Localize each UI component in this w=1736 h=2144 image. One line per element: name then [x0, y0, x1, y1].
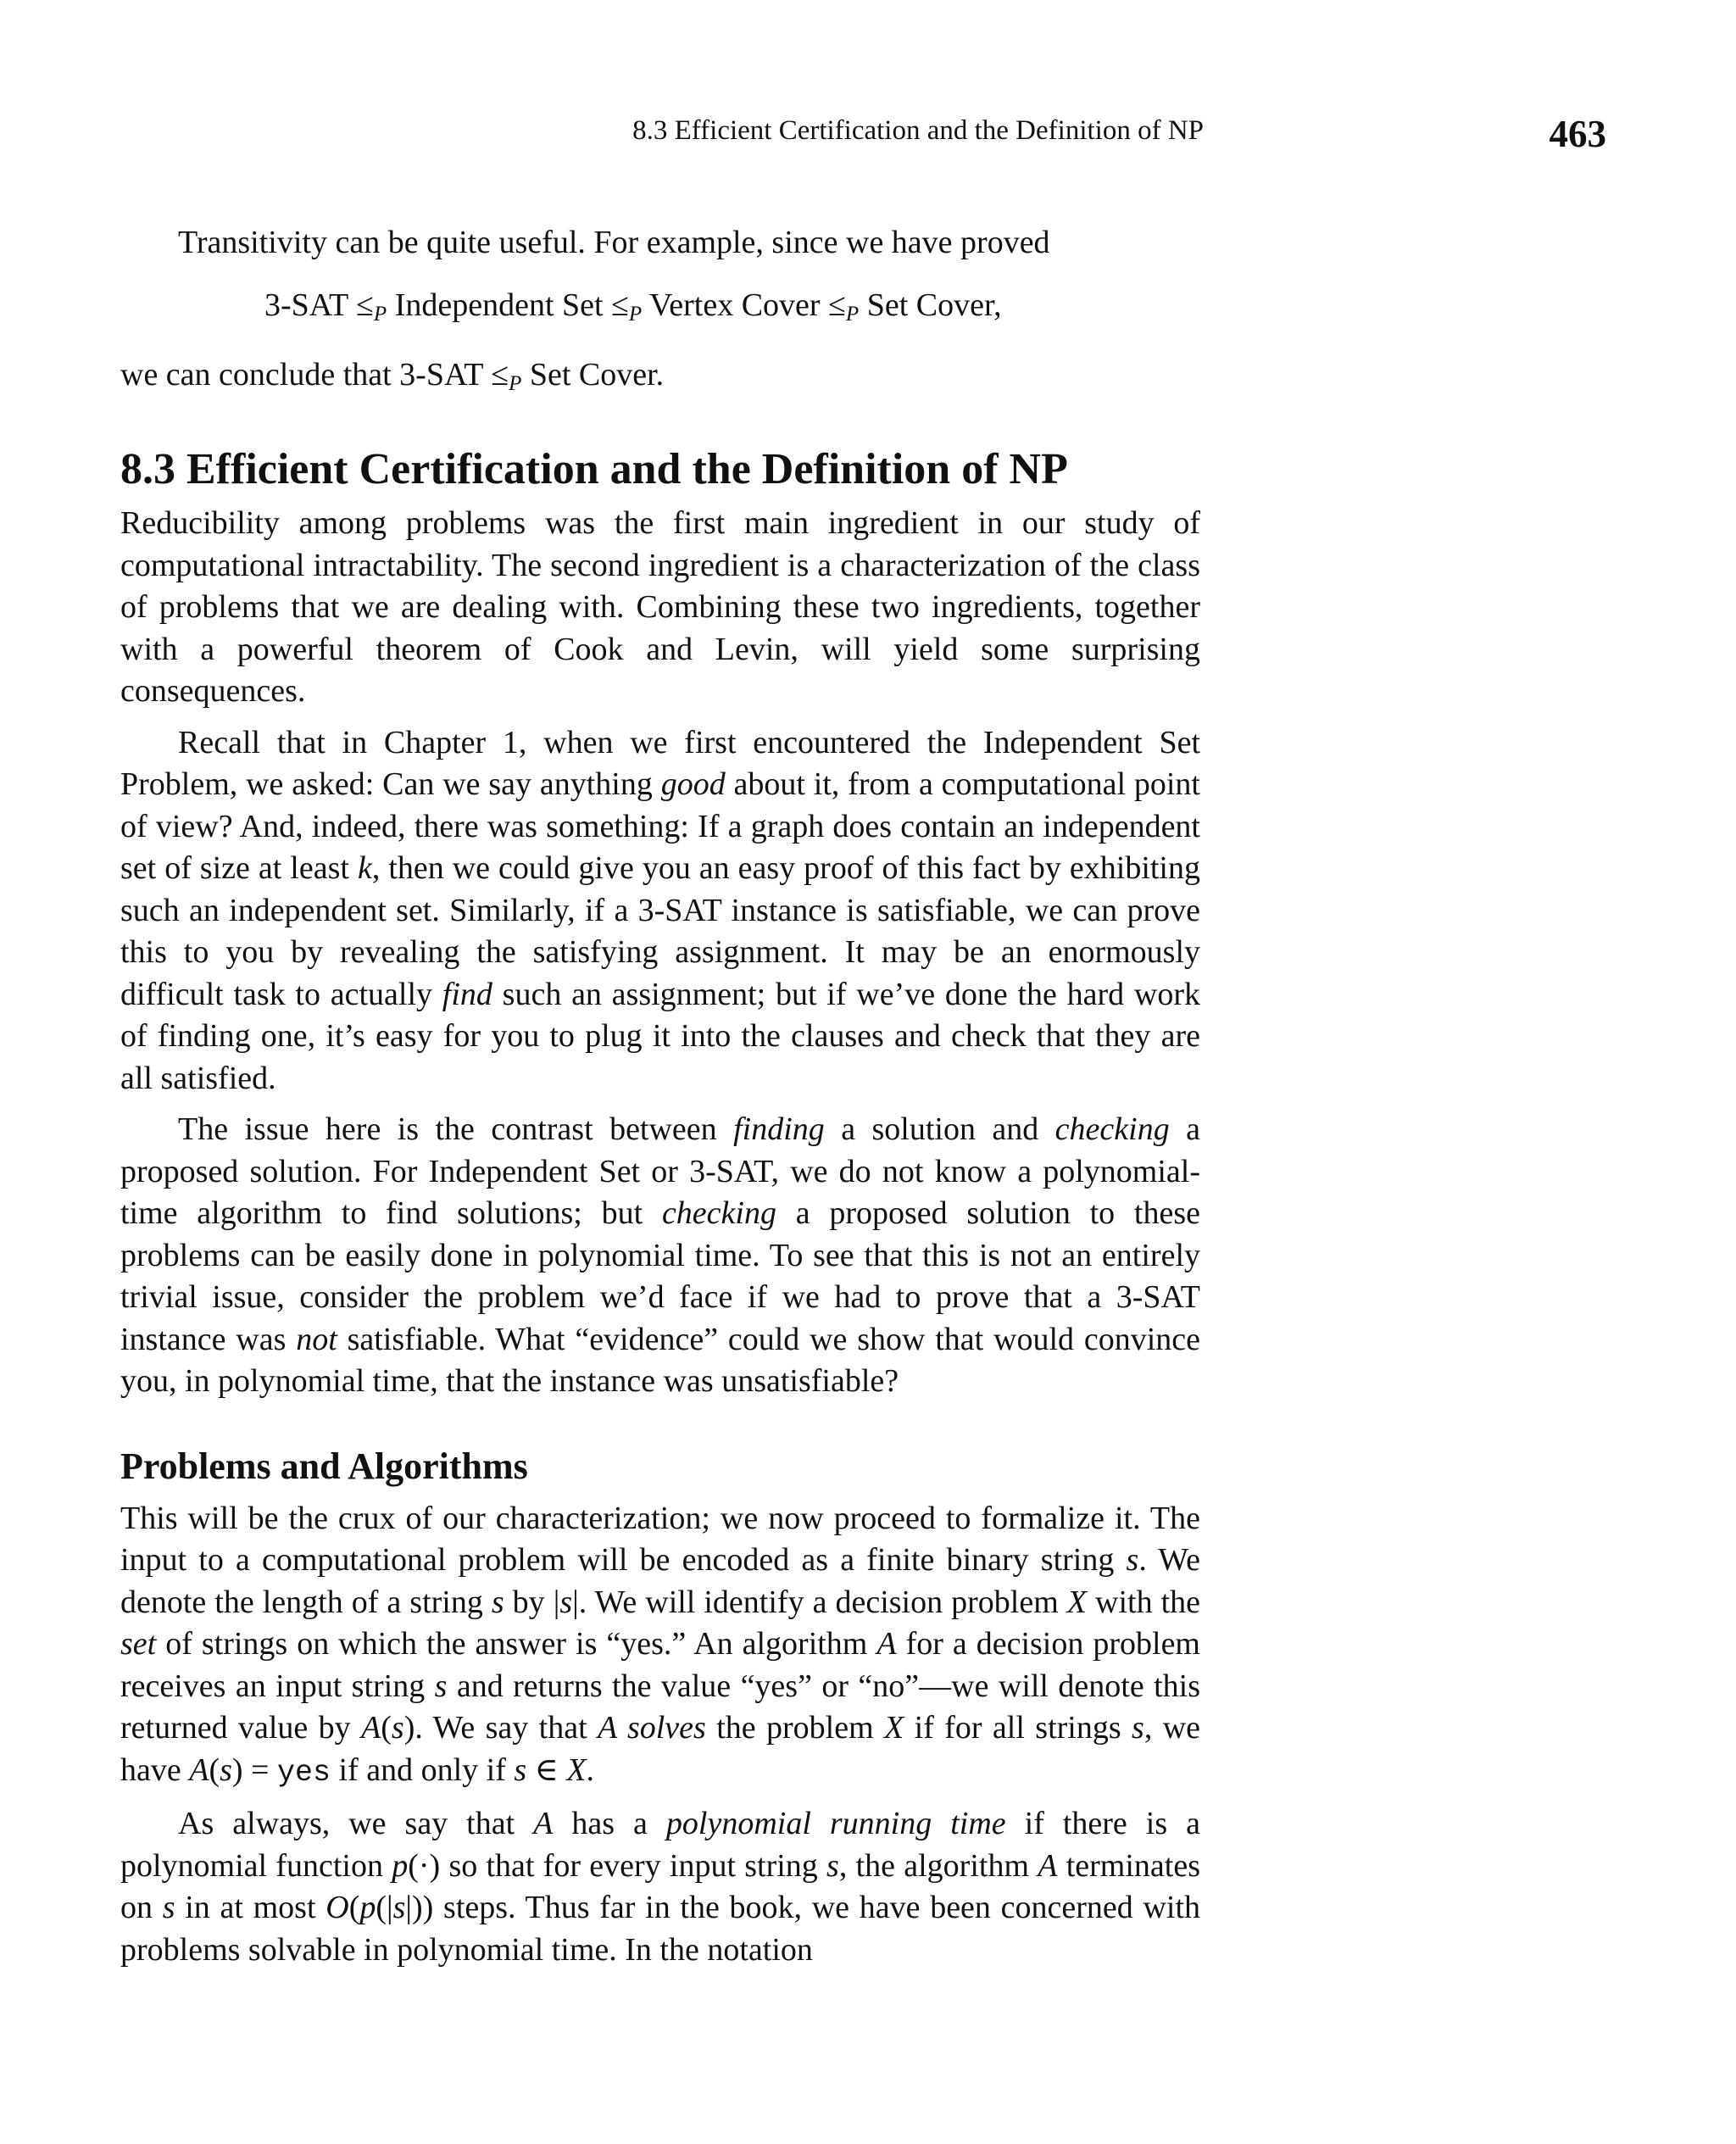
text: (: [209, 1751, 220, 1788]
math-var: s: [220, 1751, 232, 1788]
text: ∈: [526, 1751, 567, 1788]
chain-text: 3-SAT ≤: [264, 287, 374, 323]
text: satisfiable. What “evidence” could we show that would convince you, in polynomial time, that the instance was unsatisfiable?: [120, 1321, 1200, 1399]
subscript-p: P: [509, 371, 522, 395]
math-var: s: [434, 1668, 448, 1704]
emphasis: polynomial running time: [665, 1806, 1006, 1841]
text: ) =: [231, 1751, 277, 1788]
paragraph-reducibility: Reducibility among problems was the first main ingredient in our study of computational intractability. The second ingredient is a characterization of the class of problems that we are dealing with. Combining these two ingredients, together with a powerful theorem of Cook and Levin, will yield some surprising consequences.: [120, 505, 1200, 709]
text: terminates on: [120, 1847, 1200, 1925]
text: |. We will identify a decision problem: [572, 1584, 1067, 1620]
chain-text: Set Cover,: [859, 287, 1002, 323]
math-var: s: [491, 1584, 504, 1620]
chain-text: Vertex Cover ≤: [642, 287, 846, 323]
text: if and only if: [331, 1751, 515, 1788]
math-var: p: [359, 1890, 376, 1925]
text: a proposed solution to these problems can be easily done in polynomial time. To see that this is not an entirely trivial issue, consider the problem we’d face if we had to prove that a 3-SAT instance was: [120, 1195, 1200, 1357]
math-var: p: [392, 1847, 409, 1884]
math-var: O: [326, 1890, 349, 1925]
text: and returns the value “yes” or “no”—we will denote this returned value by: [120, 1668, 1200, 1746]
text: ). We say that: [403, 1710, 598, 1746]
text: if for all strings: [904, 1710, 1132, 1746]
subscript-p: P: [628, 302, 643, 326]
text: (·) so that for every input string: [408, 1847, 827, 1884]
math-var: X: [1066, 1584, 1087, 1620]
emphasis: find: [442, 976, 492, 1012]
text: , then we could give you an easy proof of this fact by exhibiting such an independent set. Similarly, if a 3-SAT instance is satisfiable, we can prove this to you by revealing the satisfying assignment. It may be an enormously difficult task to actually: [120, 850, 1200, 1012]
text: has a: [553, 1806, 666, 1841]
code-literal-yes: yes: [277, 1755, 331, 1790]
text: a solution and: [824, 1111, 1055, 1147]
text: for a decision problem receives an input string: [120, 1626, 1200, 1704]
math-var: A: [533, 1806, 554, 1841]
text: (: [348, 1890, 360, 1925]
text: if there is a polynomial function: [120, 1806, 1200, 1884]
text: we can conclude that 3-SAT ≤: [120, 356, 509, 393]
math-var: s: [391, 1710, 404, 1746]
text: The issue here is the contrast between: [178, 1111, 734, 1147]
text: about it, from a computational point of view? And, indeed, there was something: If a graph does contain an independent set of size at least: [120, 766, 1200, 886]
emphasis: good: [660, 766, 726, 802]
math-var: k: [357, 850, 372, 886]
text: Recall that in Chapter 1, when we first encountered the Independent Set Problem, we asked: Can we say anything: [120, 724, 1200, 802]
paragraph-crux: [120, 1498, 1200, 1795]
text: a proposed solution. For Independent Set or 3-SAT, we do not know a polynomial-time algorithm to find solutions; but: [120, 1111, 1200, 1231]
text: (: [381, 1710, 392, 1746]
math-var: A: [1038, 1847, 1058, 1884]
section-heading: 8.3 Efficient Certification and the Definition of NP: [120, 445, 1068, 493]
math-var: A: [189, 1751, 209, 1788]
emphasis: checking: [1054, 1111, 1170, 1147]
text: such an assignment; but if we’ve done the hard work of finding one, it’s easy for you to plug it into the clauses and check that they are all satisfied.: [120, 976, 1200, 1096]
text: (|: [376, 1890, 393, 1925]
paragraph-recall: [120, 722, 1200, 1100]
text: of strings on which the answer is “yes.” An algorithm: [156, 1626, 877, 1662]
math-var: A: [598, 1710, 617, 1746]
paragraph-polynomial-time: [120, 1803, 1200, 1971]
text: by |: [504, 1584, 560, 1620]
math-var: X: [884, 1710, 904, 1746]
emphasis: finding: [733, 1111, 825, 1147]
emphasis: set: [120, 1626, 157, 1662]
conclusion-sentence: [120, 354, 1200, 405]
page-body: [120, 222, 1200, 1971]
text: As always, we say that: [178, 1806, 534, 1841]
math-var: X: [566, 1751, 587, 1788]
math-var: A: [361, 1710, 381, 1746]
math-var: s: [559, 1584, 573, 1620]
text: This will be the crux of our characterization; we now proceed to formalize it. The input to a computational problem will be encoded as a finite binary string: [120, 1500, 1200, 1578]
emphasis: checking: [661, 1195, 776, 1231]
intro-sentence: Transitivity can be quite useful. For example, since we have proved: [178, 225, 1050, 260]
math-var: s: [162, 1890, 175, 1925]
subscript-p: P: [373, 302, 387, 326]
math-var: A: [876, 1626, 897, 1662]
text: |)) steps. Thus far in the book, we have been concerned with problems solvable in polynomial time. In the notation: [120, 1890, 1201, 1968]
math-var: s: [1126, 1542, 1139, 1578]
text: .: [586, 1751, 595, 1788]
math-var: s: [514, 1751, 527, 1788]
page-number: 463: [1549, 113, 1606, 155]
emphasis: solves: [616, 1710, 706, 1746]
math-var: s: [1132, 1710, 1144, 1746]
text: Set Cover.: [521, 356, 665, 393]
text: the problem: [705, 1710, 885, 1746]
paragraph-contrast: [120, 1109, 1200, 1403]
emphasis: not: [296, 1321, 337, 1357]
subscript-p: P: [845, 302, 860, 326]
math-var: s: [392, 1890, 406, 1925]
running-header: 8.3 Efficient Certification and the Definition of NP: [632, 115, 1204, 146]
text: . We denote the length of a string: [120, 1542, 1200, 1620]
chain-text: Independent Set ≤: [387, 287, 629, 323]
text: , we have: [120, 1710, 1201, 1788]
reduction-chain-display: [264, 284, 1200, 336]
text: with the: [1087, 1584, 1201, 1620]
text: , the algorithm: [838, 1847, 1038, 1884]
text: in at most: [175, 1890, 326, 1925]
subsection-heading: Problems and Algorithms: [120, 1445, 528, 1487]
math-var: s: [826, 1847, 839, 1884]
